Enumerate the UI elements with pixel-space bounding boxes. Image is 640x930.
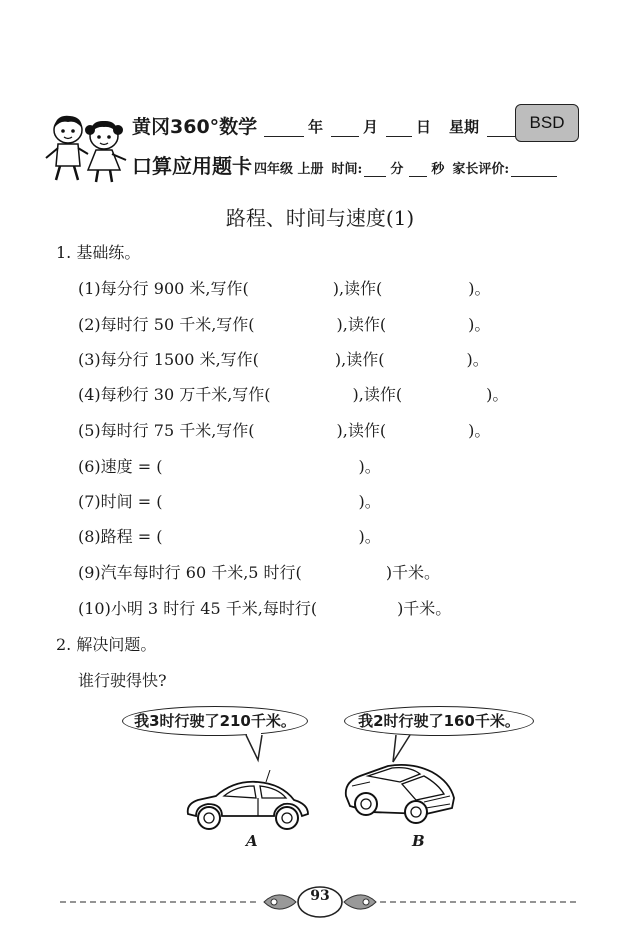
day-unit: 日 (416, 118, 432, 136)
parent-eval-label: 家长评价: (452, 162, 510, 177)
car-b-label: B (412, 832, 425, 850)
grade-label: 四年级 上册 (254, 162, 324, 177)
item-connector: ),读作( (336, 421, 387, 440)
item-prompt: 每时行 75 千米,写作( (100, 421, 255, 440)
second-unit: 秒 (431, 162, 445, 177)
item-number: (5) (78, 421, 101, 440)
speech-bubble-b: 我2时行驶了160千米。 (344, 706, 534, 736)
card-title: 口算应用题卡 (132, 154, 252, 178)
item-prompt: 时间 = ( (100, 492, 163, 511)
minute-unit: 分 (390, 162, 404, 177)
section-1-heading: 1. 基础练。 (56, 243, 141, 262)
item-ending: )。 (468, 421, 491, 440)
car-a-label: A (246, 832, 258, 850)
weekday-unit: 星期 (449, 118, 480, 136)
page-number: 93 (310, 888, 330, 904)
item-prompt: 每分行 1500 米,写作( (100, 350, 259, 369)
item-ending: )。 (358, 527, 381, 546)
item-number: (2) (78, 315, 101, 334)
item-number: (9) (78, 563, 101, 582)
item-number: (4) (78, 385, 101, 404)
item-number: (1) (78, 279, 101, 298)
item-connector: ),读作( (334, 350, 385, 369)
item-prompt: 路程 = ( (100, 527, 163, 546)
edition-badge: BSD (515, 104, 579, 142)
car-a-illustration (178, 770, 318, 834)
speech-bubble-a: 我3时行驶了210千米。 (122, 706, 308, 736)
item-ending: )。 (486, 385, 509, 404)
item-connector: ),读作( (332, 279, 383, 298)
item-prompt: 每秒行 30 万千米,写作( (100, 385, 271, 404)
item-ending: )。 (358, 492, 381, 511)
brand-title: 黄冈360°数学 (132, 116, 258, 138)
item-ending: )。 (468, 315, 491, 334)
item-connector: ),读作( (352, 385, 403, 404)
month-unit: 月 (363, 118, 379, 136)
question-text: 谁行驶得快? (78, 671, 167, 690)
item-ending: )千米。 (385, 563, 441, 582)
item-prompt: 每时行 50 千米,写作( (100, 315, 255, 334)
item-prompt: 小明 3 时行 45 千米,每时行( (110, 599, 318, 618)
item-connector: ),读作( (336, 315, 387, 334)
item-ending: )。 (468, 279, 491, 298)
lesson-title: 路程、时间与速度(1) (225, 206, 415, 230)
car-b-illustration (340, 756, 458, 826)
item-number: (10) (78, 599, 111, 618)
item-ending: )。 (358, 457, 381, 476)
item-ending: )。 (466, 350, 489, 369)
item-number: (3) (78, 350, 101, 369)
item-number: (7) (78, 492, 101, 511)
year-unit: 年 (308, 118, 324, 136)
item-prompt: 每分行 900 米,写作( (100, 279, 249, 298)
item-number: (6) (78, 457, 101, 476)
item-prompt: 速度 = ( (100, 457, 163, 476)
section-2-heading: 2. 解决问题。 (56, 635, 157, 654)
time-label: 时间: (331, 162, 363, 177)
item-prompt: 汽车每时行 60 千米,5 时行( (100, 563, 302, 582)
item-number: (8) (78, 527, 101, 546)
item-ending: )千米。 (397, 599, 452, 618)
